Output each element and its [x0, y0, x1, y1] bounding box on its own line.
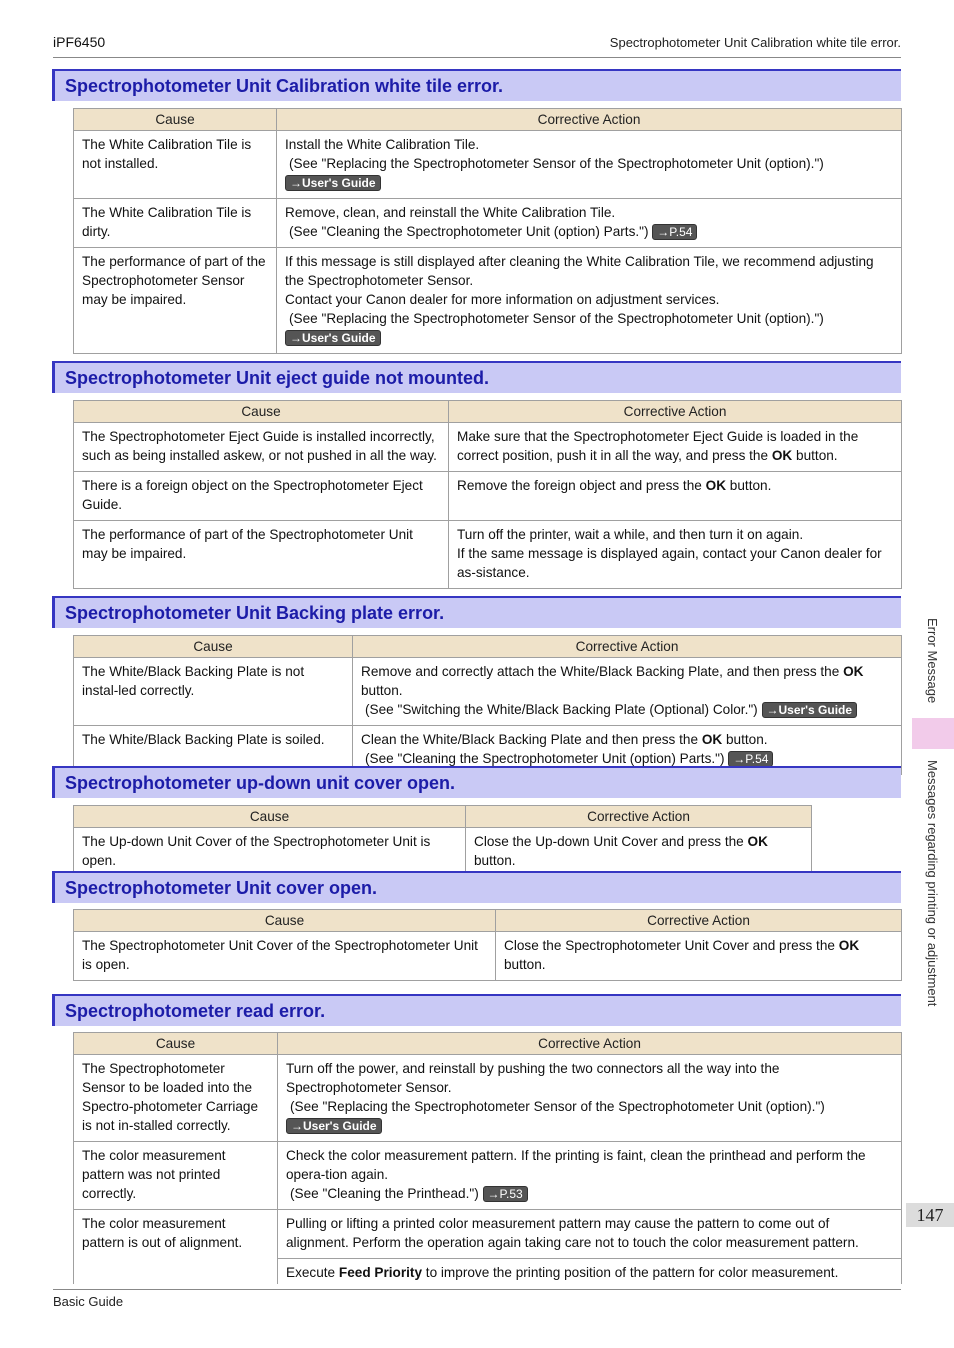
side-tab-messages-printing-adjustment[interactable]: Messages regarding printing or adjustment	[925, 760, 940, 1007]
action-text: Remove the foreign object and press the	[457, 478, 702, 493]
action-cell: Pulling or lifting a printed color measurement pattern may cause the pattern to come out of alignment. Perform the operation again taking care not to touch the color measurement pattern.	[278, 1210, 902, 1259]
action-header: Corrective Action	[277, 109, 902, 131]
table-row	[74, 932, 902, 981]
action-text: If the same message is displayed again, contact your Canon dealer for as-sistance.	[457, 546, 882, 580]
action-text: Clean the White/Black Backing Plate and then press the	[361, 732, 699, 747]
action-text: to improve the printing position of the pattern for color measurement.	[425, 1265, 839, 1280]
action-header: Corrective Action	[449, 401, 902, 423]
table-row	[74, 199, 902, 248]
action-text: Remove, clean, and reinstall the White Calibration Tile.	[285, 205, 616, 220]
feed-priority-keyword: Feed Priority	[338, 1265, 423, 1280]
cause-cell: The White Calibration Tile is not installed.	[74, 131, 277, 199]
footer-divider	[53, 1289, 901, 1290]
action-header: Corrective Action	[496, 910, 902, 932]
table-row	[74, 472, 902, 521]
section-title-calibration-white-tile: Spectrophotometer Unit Calibration white tile error.	[52, 69, 901, 101]
table-header-row	[74, 1033, 902, 1055]
cause-cell: The color measurement pattern was not printed correctly.	[74, 1142, 278, 1210]
table-row	[74, 1055, 902, 1142]
table-header-row	[74, 109, 902, 131]
table-header-row	[74, 636, 902, 658]
action-cell	[277, 131, 902, 199]
action-text: Check the color measurement pattern. If the printing is faint, clean the printhead and perform the opera-tion again.	[286, 1148, 866, 1182]
action-cell	[353, 658, 902, 726]
section-title-backing-plate: Spectrophotometer Unit Backing plate error.	[52, 596, 901, 628]
section-title-up-down-cover: Spectrophotometer up-down unit cover open.	[52, 766, 901, 798]
action-header: Corrective Action	[278, 1033, 902, 1055]
header-divider	[53, 57, 901, 58]
action-text: Contact your Canon dealer for more information on adjustment services.	[285, 292, 720, 307]
side-tab-error-message[interactable]: Error Message	[925, 618, 940, 704]
action-text: Turn off the printer, wait a while, and then turn it on again.	[457, 527, 804, 542]
action-cell	[449, 472, 902, 521]
action-text: Close the Up-down Unit Cover and press the	[474, 834, 744, 849]
page-54-link[interactable]: →P.54	[652, 224, 697, 240]
table-row	[74, 828, 812, 877]
action-text: Make sure that the Spectrophotometer Eject Guide is loaded in the correct position, push it in all the way, and press the	[457, 429, 859, 463]
footer-guide-name: Basic Guide	[53, 1294, 124, 1309]
page-number: 147	[906, 1203, 954, 1227]
see-reference: (See "Cleaning the Spectrophotometer Unit (option) Parts.")	[289, 224, 649, 239]
side-tab-active-marker	[912, 718, 954, 749]
page-54-link[interactable]: →P.54	[728, 751, 773, 767]
table-row	[74, 521, 902, 589]
cause-header: Cause	[74, 636, 353, 658]
table-header-row	[74, 806, 812, 828]
action-cell	[449, 521, 902, 589]
calibration-white-tile-table	[73, 108, 902, 354]
action-text: Remove and correctly attach the White/Black Backing Plate, and then press the	[361, 664, 840, 679]
action-cell	[278, 1055, 902, 1142]
cause-cell: The color measurement pattern is out of alignment.	[74, 1210, 278, 1285]
table-row	[74, 248, 902, 354]
section-title-unit-cover: Spectrophotometer Unit cover open.	[52, 871, 901, 903]
action-cell	[496, 932, 902, 981]
table-header-row	[74, 401, 902, 423]
cause-cell: The Spectrophotometer Sensor to be loaded into the Spectro-photometer Carriage is not in-stalled correctly.	[74, 1055, 278, 1142]
cause-header: Cause	[74, 910, 496, 932]
users-guide-link[interactable]: →User's Guide	[285, 175, 381, 191]
see-reference: (See "Replacing the Spectrophotometer Sensor of the Spectrophotometer Unit (option).")	[290, 1099, 825, 1114]
cause-cell: The White/Black Backing Plate is soiled.	[74, 726, 353, 775]
users-guide-link[interactable]: →User's Guide	[285, 330, 381, 346]
action-text: If this message is still displayed after cleaning the White Calibration Tile, we recommend adjusting the Spectrophotometer Sensor.	[285, 254, 874, 288]
table-row	[74, 1142, 902, 1210]
cause-cell: The performance of part of the Spectrophotometer Unit may be impaired.	[74, 521, 449, 589]
table-header-row	[74, 910, 902, 932]
cause-header: Cause	[74, 109, 277, 131]
table-row	[74, 423, 902, 472]
ok-keyword: OK	[838, 938, 860, 953]
cause-header: Cause	[74, 1033, 278, 1055]
cause-cell: The Spectrophotometer Eject Guide is installed incorrectly, such as being installed askew, or not pushed in all the way.	[74, 423, 449, 472]
action-cell	[449, 423, 902, 472]
action-text: button.	[796, 448, 838, 463]
see-reference: (See "Replacing the Spectrophotometer Sensor of the Spectrophotometer Unit (option).")	[289, 156, 824, 171]
up-down-cover-table	[73, 805, 812, 877]
cause-cell: The performance of part of the Spectrophotometer Sensor may be impaired.	[74, 248, 277, 354]
section-title-eject-guide: Spectrophotometer Unit eject guide not mounted.	[52, 361, 901, 393]
users-guide-link[interactable]: →User's Guide	[762, 702, 858, 718]
action-text: Install the White Calibration Tile.	[285, 137, 480, 152]
ok-keyword: OK	[701, 732, 723, 747]
see-reference: (See "Switching the White/Black Backing Plate (Optional) Color.")	[365, 702, 758, 717]
table-row	[74, 658, 902, 726]
action-cell	[466, 828, 812, 877]
action-cell	[277, 199, 902, 248]
see-reference: (See "Replacing the Spectrophotometer Sensor of the Spectrophotometer Unit (option).")	[289, 311, 824, 326]
action-cell	[277, 248, 902, 354]
section-title-read-error: Spectrophotometer read error.	[52, 994, 901, 1026]
cause-cell: The White/Black Backing Plate is not instal-led correctly.	[74, 658, 353, 726]
action-text: Execute	[286, 1265, 336, 1280]
action-header: Corrective Action	[466, 806, 812, 828]
backing-plate-table	[73, 635, 902, 775]
cause-cell: The Spectrophotometer Unit Cover of the Spectrophotometer Unit is open.	[74, 932, 496, 981]
cause-cell: The White Calibration Tile is dirty.	[74, 199, 277, 248]
action-cell	[278, 1142, 902, 1210]
see-reference: (See "Cleaning the Spectrophotometer Unit (option) Parts.")	[365, 751, 725, 766]
action-text: button.	[361, 683, 403, 698]
ok-keyword: OK	[771, 448, 793, 463]
cause-header: Cause	[74, 806, 466, 828]
ok-keyword: OK	[705, 478, 727, 493]
cause-cell: There is a foreign object on the Spectrophotometer Eject Guide.	[74, 472, 449, 521]
action-header: Corrective Action	[353, 636, 902, 658]
see-reference: (See "Cleaning the Printhead.")	[290, 1186, 479, 1201]
table-row	[74, 131, 902, 199]
action-text: button.	[729, 478, 772, 493]
ok-keyword: OK	[747, 834, 768, 849]
cause-cell: The Up-down Unit Cover of the Spectrophotometer Unit is open.	[74, 828, 466, 877]
action-text: button.	[474, 853, 516, 868]
ok-keyword: OK	[843, 664, 864, 679]
unit-cover-table	[73, 909, 902, 981]
model-name: iPF6450	[53, 34, 106, 50]
action-text: Turn off the power, and reinstall by pushing the two connectors all the way into the Spectrophotometer Sensor.	[286, 1061, 780, 1095]
eject-guide-table	[73, 400, 902, 589]
users-guide-link[interactable]: →User's Guide	[286, 1118, 382, 1134]
page-53-link[interactable]: →P.53	[483, 1186, 528, 1202]
table-row	[74, 1210, 902, 1259]
running-header: Spectrophotometer Unit Calibration white tile error.	[609, 35, 901, 50]
action-cell	[278, 1259, 902, 1285]
cause-header: Cause	[74, 401, 449, 423]
read-error-table	[73, 1032, 902, 1284]
action-text: button.	[504, 957, 546, 972]
action-text: Close the Spectrophotometer Unit Cover and press the	[504, 938, 835, 953]
action-text: button.	[725, 732, 768, 747]
